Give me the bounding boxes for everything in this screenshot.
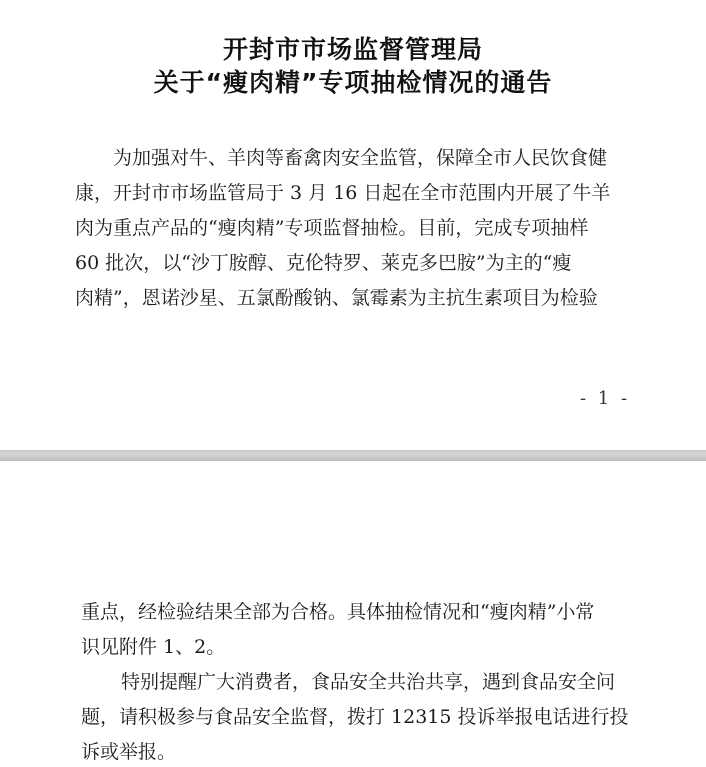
document-page-2 xyxy=(0,461,706,767)
document-title-agency: 开封市市场监督管理局 xyxy=(222,35,483,64)
body-line: 题，请积极参与食品安全监督，拨打 12315 投诉举报电话进行投 xyxy=(81,706,629,728)
body-line: 康，开封市市场监管局于 3 月 16 日起在全市范围内开展了牛羊 xyxy=(75,182,611,204)
body-line: 肉精”，恩诺沙星、五氯酚酸钠、氯霉素为主抗生素项目为检验 xyxy=(75,287,598,309)
page-separator xyxy=(0,450,706,461)
document-title-notice: 关于“瘦肉精”专项抽检情况的通告 xyxy=(153,68,553,97)
page-number: - 1 - xyxy=(580,388,631,409)
body-line: 肉为重点产品的“瘦肉精”专项监督抽检。目前，完成专项抽样 xyxy=(75,217,589,239)
body-line: 为加强对牛、羊肉等畜禽肉安全监管，保障全市人民饮食健 xyxy=(113,147,608,169)
body-line: 诉或举报。 xyxy=(81,741,177,763)
body-line: 特别提醒广大消费者，食品安全共治共享，遇到食品安全问 xyxy=(121,671,616,693)
body-line: 重点，经检验结果全部为合格。具体抽检情况和“瘦肉精”小常 xyxy=(81,601,595,623)
body-line: 识见附件 1、2。 xyxy=(81,636,226,658)
body-line: 60 批次，以“沙丁胺醇、克伦特罗、莱克多巴胺”为主的“瘦 xyxy=(75,252,572,274)
